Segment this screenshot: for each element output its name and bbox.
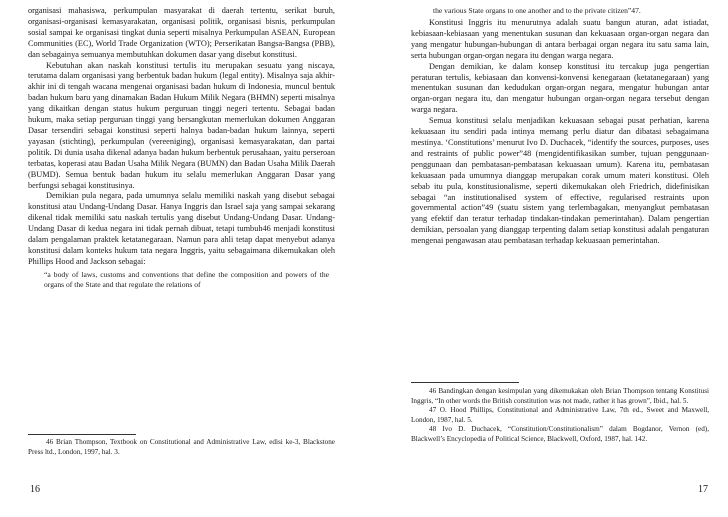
right-footnote-rule bbox=[411, 382, 519, 383]
left-footnote-46: 46 Brian Thompson, Textbook on Constitutional and Administrative Law, edisi ke-3, Blackstone Press ltd., London, 1997, hal. 3. bbox=[28, 438, 335, 456]
right-footnote-47: 47 O. Hood Phillips, Constitutional and Administrative Law, 7th ed., Sweet and Maxwell, London, 1987, hal. 5. bbox=[411, 406, 709, 424]
right-paragraph-2: Dengan demikian, ke dalam konsep konstitusi itu tercakup juga pengertian peraturan tertulis, kebiasaan dan konvensi-konvensi kenegaraan (ketatanegaraan) yang menentukan susunan dan kedudukan organ-organ negara, mengatur hubungan antar organ-organ negara itu, dan mengatur hubungan organ-organ negara tersebut dengan warga negara. bbox=[411, 61, 709, 115]
page-number-left: 16 bbox=[30, 484, 40, 495]
right-footnote-48: 48 Ivo D. Duchacek, “Constitution/Constitutionalism” dalam Bogdanor, Vernon (ed), Blackwell’s Encyclopedia of Political Science, Blackwell, Oxford, 1987, hal. 142. bbox=[411, 425, 709, 443]
left-footnote-rule bbox=[28, 434, 136, 435]
right-page-body bbox=[411, 6, 709, 247]
left-footnotes bbox=[28, 438, 335, 457]
right-footnote-46: 46 Bandingkan dengan kesimpulan yang dikemukakan oleh Brian Thompson tentang Konstitusi Inggris, “In other words the British constitution was not made, rather it has grown”, Ibid., hal. 5. bbox=[411, 387, 709, 405]
left-paragraph-3: Demikian pula negara, pada umumnya selalu memiliki naskah yang disebut sebagai konstitusi atau Undang-Undang Dasar. Hanya Inggris dan Israel saja yang sampai sekarang dikenal tidak memiliki satu naskah tertulis yang disebut Undang-Undang Dasar. Undang-Undang Dasar di kedua negara ini tidak pernah dibuat, tetapi tumbuh46 menjadi konstitusi dalam pengalaman praktek ketatanegaraan. Namun para ahli tetap dapat menyebut adanya konstitusi dalam konteks hukum tata negara Inggris, yaitu sebagaimana dikemukakan oleh Phillips Hood and Jackson sebagai: bbox=[28, 191, 335, 266]
left-page-body bbox=[28, 6, 335, 290]
left-paragraph-1: organisasi mahasiswa, perkumpulan masyarakat di daerah tertentu, serikat buruh, organisasi-organisasi kemasyarakatan, organisasi politik, organisasi bisnis, perkumpulan sosial sampai ke organisasi tingkat dunia seperti misalnya Perkumpulan ASEAN, European Communities (EC), World Trade Organization (WTO); Perserikatan Bangsa-Bangsa (PBB), dan sebagainya semuanya membutuhkan dokumen dasar yang disebut konstitusi. bbox=[28, 6, 335, 59]
left-paragraph-2: Kebutuhan akan naskah konstitusi tertulis itu merupakan sesuatu yang niscaya, terutama dalam organisasi yang berbentuk badan hukum (legal entity). Misalnya saja akhir-akhir ini di tengah wacana mengenai organisasi badan hukum di Indonesia, muncul bentuk badan hukum baru yang dinamakan Badan Hukum Milik Negara (BHMN) seperti misalnya yang dikaitkan dengan status hukum perguruan tinggi negeri tertentu. Sebagai badan hukum, maka setiap perguruan tinggi yang bersangkutan memerlukan dokumen Anggaran Dasar tersendiri sebagai konstitusi seperti halnya badan-badan hukum lainnya, seperti yayasan (stichting), perkumpulan (vereeniging), organisasi kemasyarakatan, dan partai politik. Di dunia usaha dikenal adanya badan hukum berbentuk perusahaan, yaitu perseroan terbatas, koperasi atau Badan Usaha Milik Negara (BUMN) dan Badan Usaha Milik Daerah (BUMD). Semua bentuk badan hukum itu selalu memerlukan Anggaran Dasar yang berfungsi sebagai konstitusinya. bbox=[28, 60, 335, 190]
page-number-right: 17 bbox=[698, 484, 708, 495]
right-footnotes bbox=[411, 387, 709, 445]
right-paragraph-1: Konstitusi Inggris itu menurutnya adalah suatu bangun aturan, adat istiadat, kebiasaan-kebiasaan yang menentukan susunan dan kekuasaan organ-organ negara dan yang mengatur hubungan-hubungan di antara berbagai organ negara itu satu sama lain, serta hubungan organ-organ negara itu dengan warga negara. bbox=[411, 18, 709, 60]
right-paragraph-3: Semua konstitusi selalu menjadikan kekuasaan sebagai pusat perhatian, karena kekuasaan itu sendiri pada intinya memang perlu diatur dan dibatasi sebagaimana mestinya. ‘Constitutions’ menurut Ivo D. Duchacek, “identify the sources, purposes, uses and restraints of public power”48 (mengidentifikasikan sumber, tujuan penggunaan-penggunaan dan pembatasan-pembatasan kekuasaan umum). Karena itu, pembatasan kekuasaan pada umumnya dianggap merupakan corak umum materi konstitusi. Oleh sebab itu pula, konstitusionalisme, seperti dikemukakan oleh Friedrich, didefinisikan sebagai “an institutionalised system of effective, regularised restraints upon governmental action”49 (suatu sistem yang terlembagakan, menyangkut pembatasan yang efektif dan teratur terhadap tindakan-tindakan pemerintahan). Dalam pengertian demikian, persoalan yang dianggap terpenting dalam setiap konstitusi adalah pengaturan mengenai pengawasan atau pembatasan terhadap kekuasaan pemerintahan. bbox=[411, 116, 709, 246]
right-quote-continuation: the various State organs to one another and to the private citizen”47. bbox=[433, 6, 641, 15]
right-page bbox=[364, 0, 728, 517]
left-block-quote: “a body of laws, customs and conventions that define the composition and powers of the organs of the State and that regulate the relations of bbox=[44, 269, 329, 289]
